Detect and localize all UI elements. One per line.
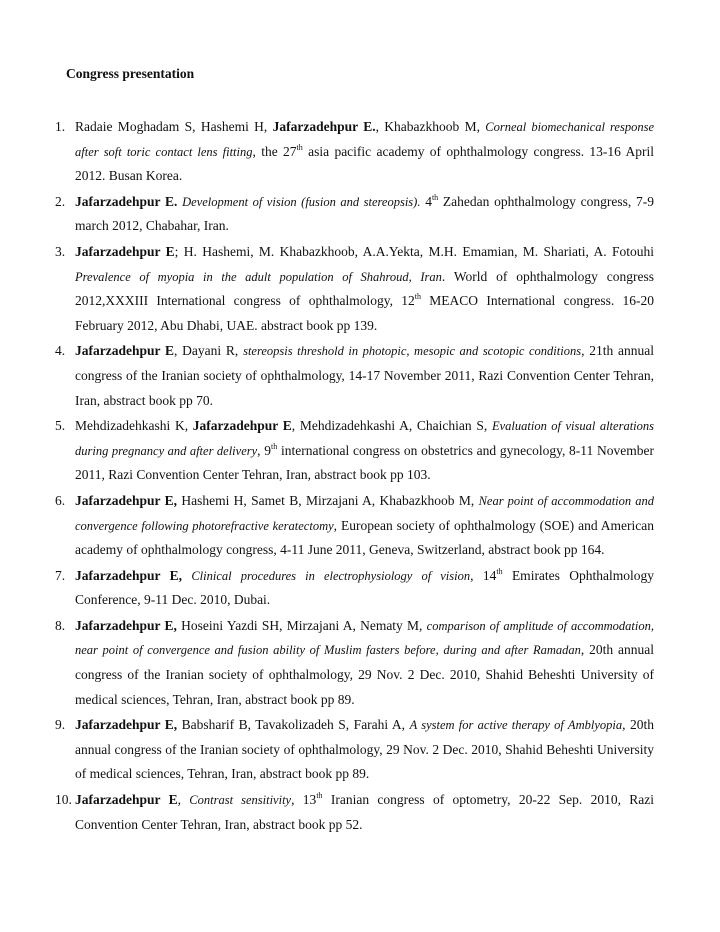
list-item: [0, 614, 720, 712]
entry-number: 9.: [55, 717, 66, 733]
highlighted-author: Jafarzadehpur E: [75, 792, 178, 808]
highlighted-author: Jafarzadehpur E,: [75, 567, 182, 583]
entry-number: 5.: [55, 418, 66, 434]
presentation-title: comparison of amplitude of accommodation, near point of convergence and fusion ability of Muslim fasters before, during and after Ramadan: [75, 618, 654, 658]
congress-details-continued: Iranian congress of optometry, 20-22 Sep. 2010, Razi Convention Center Tehran, Iran, abstract book pp 52.: [75, 792, 655, 832]
ordinal-suffix: th: [316, 791, 323, 801]
congress-details-continued: MEACO International congress. 16-20 February 2012, Abu Dhabi, UAE. abstract book pp 139.: [75, 293, 654, 333]
list-item: [0, 489, 720, 563]
presentation-title: Prevalence of myopia in the adult population of Shahroud, Iran: [75, 269, 442, 284]
presentation-title: Evaluation of visual alterations during pregnancy and after delivery: [75, 419, 655, 458]
list-item: [0, 414, 720, 488]
presentation-title: A system for active therapy of Amblyopia: [409, 718, 623, 733]
coauthors-after: , Dayani R,: [174, 343, 244, 359]
entry-number: 7.: [55, 567, 66, 583]
highlighted-author: Jafarzadehpur E.: [272, 119, 376, 134]
list-item: [0, 240, 720, 338]
coauthors-after: ,: [177, 792, 190, 808]
coauthors-after: Hashemi H, Samet B, Mirzajani A, Khabazkhoob M,: [176, 492, 479, 508]
ordinal-suffix: th: [271, 441, 278, 451]
list-item: [0, 190, 720, 239]
coauthors-after: , Mehdizadehkashi A, Chaichian S,: [291, 418, 492, 434]
presentation-title: stereopsis threshold in photopic, mesopic and scotopic conditions: [243, 344, 582, 359]
highlighted-author: Jafarzadehpur E: [75, 243, 175, 259]
presentation-title: Near point of accommodation and convergence following photorefractive keratectomy: [75, 493, 654, 533]
coauthors-after: Hoseini Yazdi SH, Mirzajani A, Nematy M,: [176, 617, 427, 633]
presentation-title: Corneal biomechanical response after soft toric contact lens fitting: [75, 120, 654, 159]
highlighted-author: Jafarzadehpur E: [192, 418, 292, 434]
congress-details: , 9: [257, 442, 272, 458]
highlighted-author: Jafarzadehpur E,: [75, 492, 177, 508]
ordinal-suffix: th: [296, 142, 303, 152]
congress-details-continued: Zahedan ophthalmology congress, 7-9 march 2012, Chabahar, Iran.: [75, 193, 655, 234]
entry-number: 1.: [55, 119, 66, 134]
entry-number: 8.: [55, 617, 66, 633]
coauthors-after: Babsharif B, Tavakolizadeh S, Farahi A,: [177, 717, 410, 733]
coauthors-after: [182, 568, 191, 583]
list-item: [0, 788, 720, 837]
congress-details: , 21th annual congress of the Iranian society of ophthalmology, 14-17 November 2011, Razi Convention Center Tehran, Iran, abstract book pp 70.: [75, 343, 654, 408]
entry-number: 4.: [55, 343, 66, 359]
congress-details: 4: [420, 193, 432, 209]
presentation-title: Clinical procedures in electrophysiology of vision: [191, 568, 471, 583]
congress-details-continued: international congress on obstetrics and gynecology, 8-11 November 2011, Razi Convention Center Tehran, Iran, abstract book pp 103.: [75, 442, 655, 483]
congress-details: , the 27: [252, 143, 297, 159]
list-item: [0, 339, 720, 413]
congress-details: , European society of ophthalmology (SOE) and American academy of ophthalmology congress, 4-11 June 2011, Geneva, Switzerland, abstract book pp 164.: [75, 517, 654, 558]
congress-details-continued: asia pacific academy of ophthalmology congress. 13-16 April 2012. Busan Korea.: [75, 143, 654, 184]
highlighted-author: Jafarzadehpur E: [75, 343, 175, 359]
section-heading: Congress presentation: [66, 66, 195, 81]
ordinal-suffix: th: [431, 192, 439, 202]
congress-details: . World of ophthalmology congress 2012,XXXIII International congress of ophthalmology, 12: [75, 268, 655, 309]
entry-number: 3.: [55, 243, 66, 259]
highlighted-author: Jafarzadehpur E.: [75, 193, 178, 209]
congress-details-continued: Emirates Ophthalmology Conference, 9-11 Dec. 2010, Dubai.: [75, 567, 655, 608]
congress-details: , 14: [470, 567, 497, 583]
entry-number: 2.: [55, 193, 66, 209]
congress-details: , 20th annual congress of the Iranian society of ophthalmology, 29 Nov. 2 Dec. 2010, Shahid Beheshti University of medical sciences, Tehran, Iran, abstract book pp 89.: [75, 717, 654, 782]
congress-details: , 13: [291, 792, 317, 808]
coauthors-before: Mehdizadehkashi K,: [75, 418, 193, 434]
entry-number: 10.: [55, 792, 72, 808]
highlighted-author: Jafarzadehpur E,: [75, 617, 177, 633]
presentation-title: Contrast sensitivity: [189, 793, 292, 808]
ordinal-suffix: th: [414, 292, 421, 302]
coauthors-after: ; H. Hashemi, M. Khabazkhoob, A.A.Yekta, M.H. Emamian, M. Shariati, A. Fotouhi: [174, 243, 654, 259]
entry-number: 6.: [55, 492, 66, 508]
ordinal-suffix: th: [496, 566, 503, 576]
presentation-title: Development of vision (fusion and stereopsis).: [182, 194, 421, 209]
list-item: [0, 713, 720, 787]
coauthors-before: Radaie Moghadam S, Hashemi H,: [75, 119, 273, 134]
presentation-list: [0, 115, 720, 838]
congress-details: , 20th annual congress of the Iranian society of ophthalmology, 29 Nov. 2 Dec. 2010, Shahid Beheshti University of medical sciences, Tehran, Iran, abstract book pp 89.: [75, 642, 654, 707]
coauthors-after: , Khabazkhoob M,: [375, 119, 486, 134]
list-item: [0, 564, 720, 613]
list-item: [0, 115, 720, 189]
highlighted-author: Jafarzadehpur E,: [75, 717, 178, 733]
